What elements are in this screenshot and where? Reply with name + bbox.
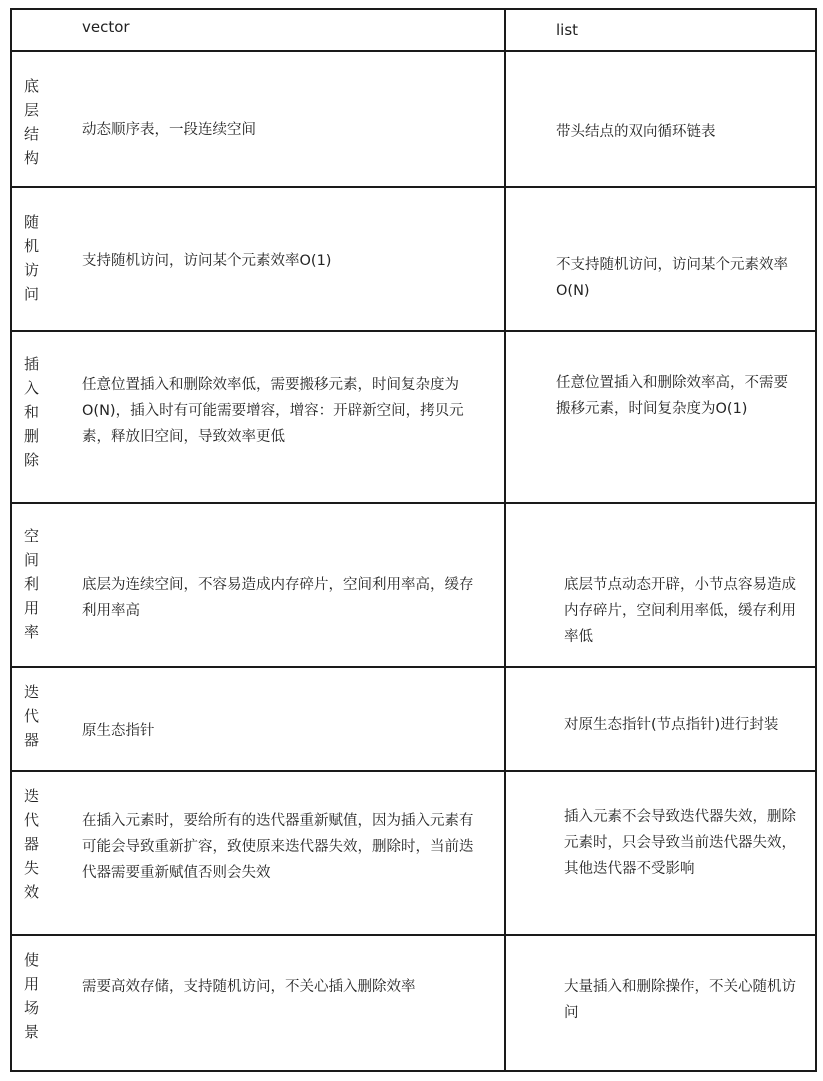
vector-space-utilization: 底层为连续空间，不容易造成内存碎片，空间利用率高，缓存利用率高 — [82, 577, 474, 619]
row-label-insert-delete: 插 入 和 删 除 — [24, 355, 40, 469]
list-random-access: 不支持随机访问，访问某个元素效率O(N) — [556, 257, 788, 299]
vector-iterator: 原生态指针 — [82, 723, 155, 739]
list-insert-delete: 任意位置插入和删除效率高，不需要搬移元素，时间复杂度为O(1) — [556, 375, 788, 417]
row-label-iterator: 迭 代 器 — [24, 683, 40, 749]
row-label-iterator-invalidation: 迭 代 器 失 效 — [24, 787, 40, 901]
vector-insert-delete: 任意位置插入和删除效率低，需要搬移元素，时间复杂度为O(N)，插入时有可能需要增容，增容：开辟新空间，拷贝元素，释放旧空间，导致效率更低 — [82, 377, 464, 445]
row-label-underlying-structure: 底 层 结 构 — [24, 77, 40, 167]
row-divider — [10, 330, 817, 332]
row-divider — [10, 770, 817, 772]
list-iterator-invalidation: 插入元素不会导致迭代器失效，删除元素时，只会导致当前迭代器失效，其他迭代器不受影响 — [564, 809, 796, 877]
vector-use-case: 需要高效存储，支持随机访问，不关心插入删除效率 — [82, 979, 416, 995]
header-list: list — [556, 21, 579, 39]
table-border-left — [10, 8, 12, 1072]
column-divider — [504, 8, 506, 1072]
vector-underlying-structure: 动态顺序表，一段连续空间 — [82, 122, 256, 138]
list-underlying-structure: 带头结点的双向循环链表 — [556, 124, 716, 140]
header-vector: vector — [82, 18, 130, 36]
row-label-random-access: 随 机 访 问 — [24, 213, 40, 303]
row-divider — [10, 186, 817, 188]
table-border-bottom — [10, 1070, 817, 1072]
row-divider — [10, 666, 817, 668]
row-divider — [10, 502, 817, 504]
row-divider — [10, 50, 817, 52]
vector-random-access: 支持随机访问，访问某个元素效率O(1) — [82, 253, 332, 269]
list-iterator: 对原生态指针(节点指针)进行封装 — [564, 717, 779, 733]
list-space-utilization: 底层节点动态开辟，小节点容易造成内存碎片，空间利用率低，缓存利用率低 — [564, 577, 796, 645]
table-border-top — [10, 8, 817, 10]
row-divider — [10, 934, 817, 936]
row-label-space-utilization: 空 间 利 用 率 — [24, 527, 40, 641]
list-use-case: 大量插入和删除操作，不关心随机访问 — [564, 979, 796, 1021]
row-label-use-case: 使 用 场 景 — [24, 951, 40, 1041]
table-border-right — [815, 8, 817, 1072]
vector-iterator-invalidation: 在插入元素时，要给所有的迭代器重新赋值，因为插入元素有可能会导致重新扩容，致使原来迭代器失效，删除时，当前迭代器需要重新赋值否则会失效 — [82, 813, 474, 881]
